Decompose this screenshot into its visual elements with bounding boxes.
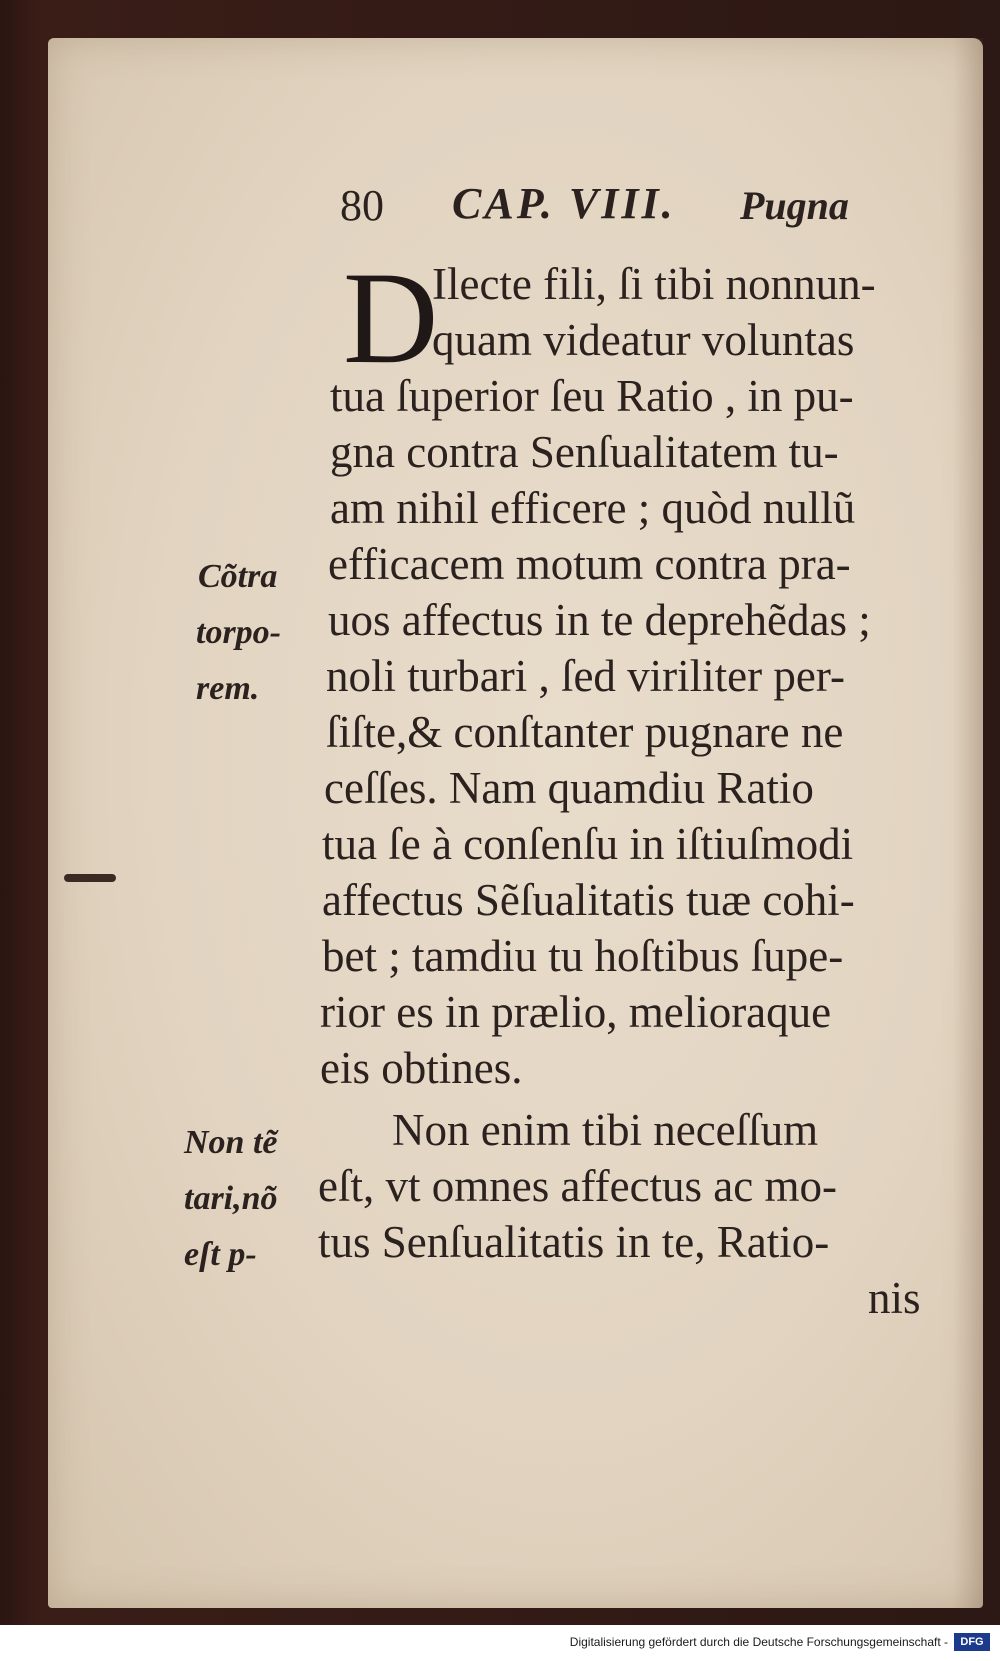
- footer-credit: Digitalisierung gefördert durch die Deutsche Forschungsgemeinschaft -: [569, 1635, 948, 1649]
- body-line-14: rior es in prælio, melioraque: [320, 987, 832, 1037]
- body-line-5: am nihil efficere ; quòd nullũ: [330, 483, 856, 533]
- chapter-heading: CAP. VIII.: [452, 179, 676, 228]
- page-tear-mark: [64, 874, 116, 882]
- margin-note-1-line-3: rem.: [196, 670, 260, 707]
- margin-note-2-line-1: Non tẽ: [184, 1124, 278, 1161]
- dfg-logo: DFG: [954, 1633, 990, 1651]
- body-line-7: uos affectus in te deprehẽdas ;: [328, 595, 871, 645]
- body-line-2: quam videatur voluntas: [432, 315, 855, 365]
- body-line-10: ceſſes. Nam quamdiu Ratio: [324, 763, 814, 813]
- body-line-8: noli turbari , ſed viriliter per-: [326, 651, 845, 701]
- body-line-1: Ilecte fili, ſi tibi nonnun-: [432, 259, 876, 309]
- page-number: 80: [340, 181, 384, 230]
- body-line-17: eſt, vt omnes affectus ac mo-: [318, 1161, 837, 1211]
- digitization-footer: [0, 1625, 1000, 1661]
- body-line-12: affectus Sẽſualitatis tuæ cohi-: [322, 875, 855, 925]
- margin-note-2-line-2: tari,nõ: [184, 1180, 278, 1217]
- margin-note-2-line-3: eſt p-: [184, 1236, 257, 1273]
- catchword: nis: [868, 1273, 921, 1323]
- drop-cap: D: [343, 244, 439, 391]
- body-line-6: efficacem motum contra pra-: [328, 539, 851, 589]
- body-line-18: tus Senſualitatis in te, Ratio-: [318, 1217, 830, 1267]
- body-line-11: tua ſe à conſenſu in iſtiuſmodi: [322, 819, 854, 869]
- header-catchword: Pugna: [740, 183, 849, 228]
- body-line-16: Non enim tibi neceſſum: [392, 1105, 819, 1155]
- body-line-15: eis obtines.: [320, 1043, 523, 1093]
- margin-note-1-line-2: torpo-: [196, 614, 281, 651]
- body-line-13: bet ; tamdiu tu hoſtibus ſupe-: [322, 931, 844, 981]
- body-line-3: tua ſuperior ſeu Ratio , in pu-: [330, 371, 854, 421]
- body-line-9: ſiſte,& conſtanter pugnare ne: [326, 707, 844, 757]
- margin-note-1-line-1: Cõtra: [198, 558, 278, 595]
- body-line-4: gna contra Senſualitatem tu-: [330, 427, 839, 477]
